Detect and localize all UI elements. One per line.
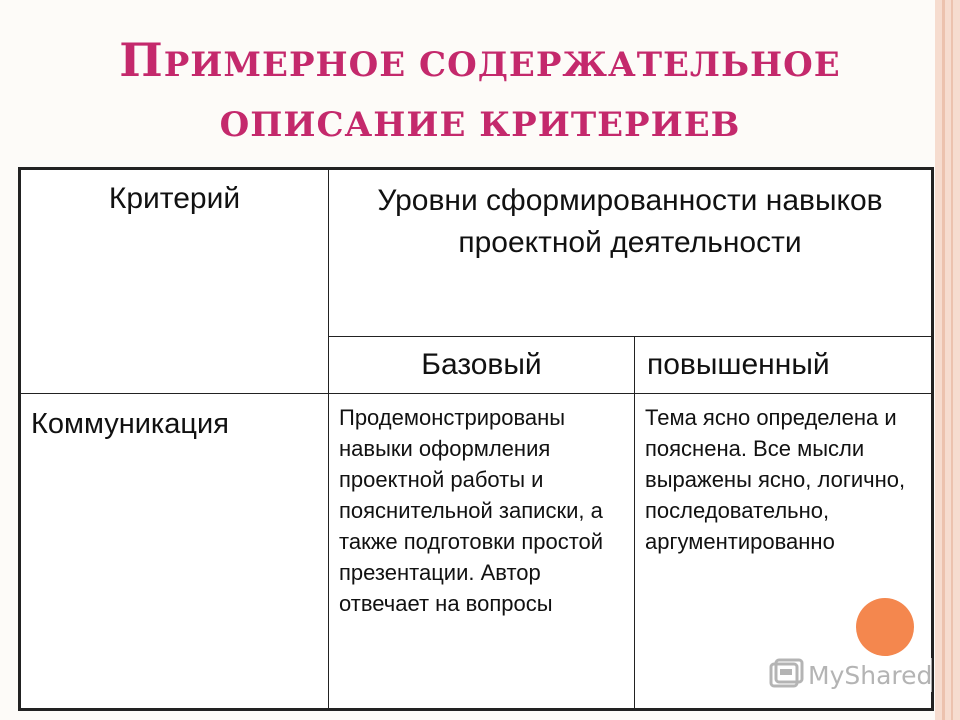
decorative-line — [942, 0, 945, 720]
criteria-table — [18, 167, 934, 711]
title-line-1 — [60, 30, 900, 95]
header-levels: Уровни сформированности навыков проектной деятельности — [329, 169, 933, 337]
slide-title — [60, 30, 900, 155]
title-initial: П — [119, 33, 164, 87]
header-basic: Базовый — [329, 337, 635, 394]
decorative-circle — [856, 598, 914, 656]
title-line-1-text: РИМЕРНОЕ СОДЕРЖАТЕЛЬНОЕ — [163, 45, 841, 85]
table-header-row — [20, 169, 933, 337]
title-line-2: ОПИСАНИЕ КРИТЕРИЕВ — [219, 105, 741, 145]
watermark — [768, 658, 932, 692]
decorative-line — [951, 0, 953, 720]
row-criterion: Коммуникация — [20, 394, 329, 710]
decorative-strip — [935, 0, 960, 720]
header-criterion: Критерий — [20, 169, 329, 394]
myshared-logo-icon — [768, 658, 804, 692]
row-advanced-level: Тема ясно определена и пояснена. Все мысли выражены ясно, логично, последовательно, аргументированно — [635, 394, 933, 710]
header-advanced: повышенный — [635, 337, 933, 394]
watermark-text: MyShared — [808, 660, 933, 690]
row-basic-level: Продемонстрированы навыки оформления проектной работы и пояснительной записки, а также подготовки простой презентации. Автор отвечает на вопросы — [329, 394, 635, 710]
